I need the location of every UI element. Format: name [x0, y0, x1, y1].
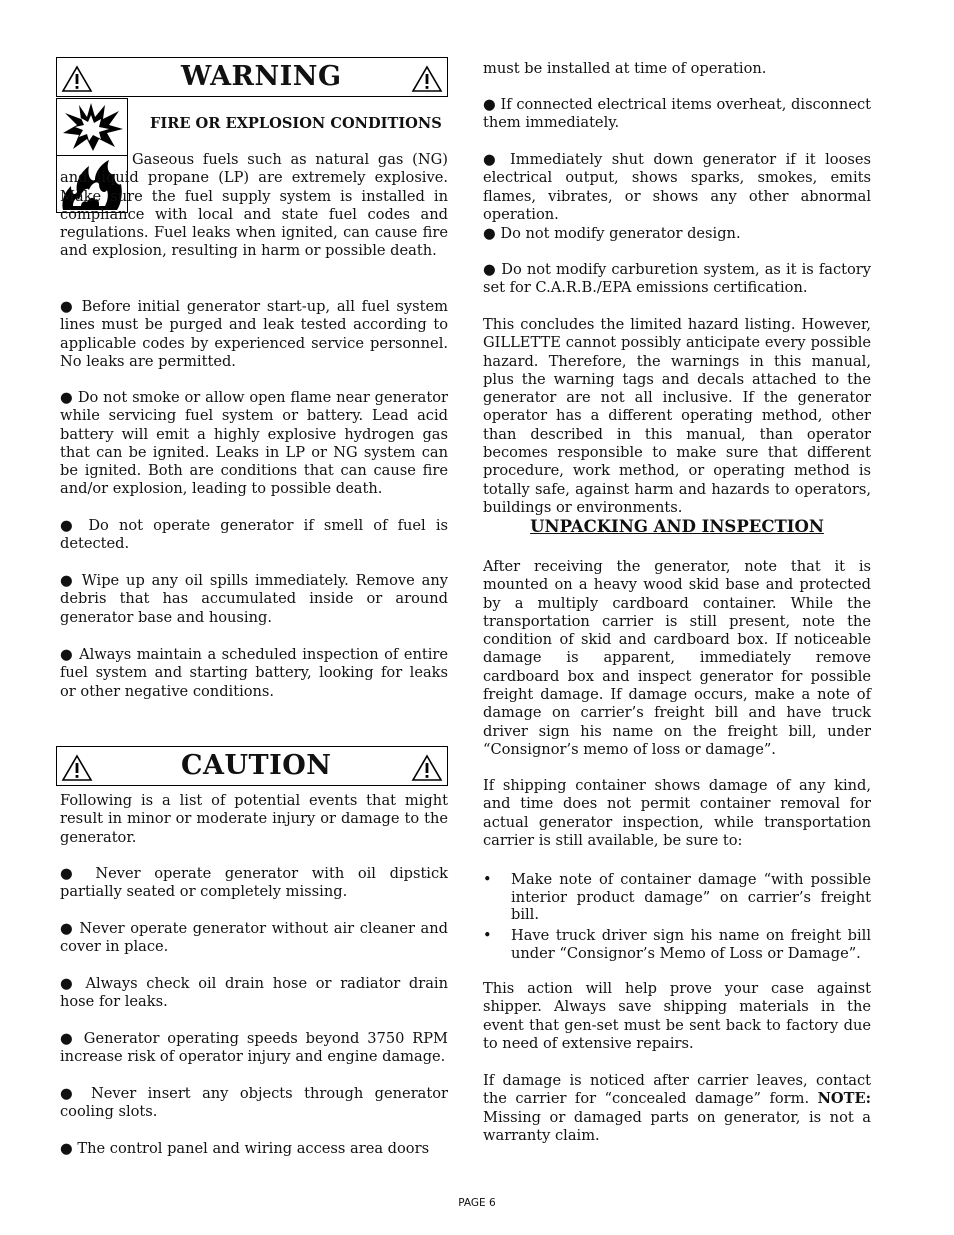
warning-bullet: ● Always maintain a scheduled inspection of entire fuel system and starting battery, looking for leaks or other negative conditions.: [60, 646, 448, 700]
page-number: PAGE 6: [458, 1197, 496, 1209]
list-item: [483, 927, 871, 962]
warning-intro-text: Gaseous fuels such as natural gas (NG) and liquid propane (LP) are extremely explosive. Make sure the fuel supply system is installed in compliance with local and state fuel codes and regulations. Fuel leaks when ignited, can cause fire and explosion, resulting in harm or possible death.: [60, 151, 448, 260]
warranty-text: Missing or damaged parts on generator, is not a warranty claim.: [483, 1108, 871, 1144]
unpacking-paragraph: [483, 1072, 871, 1145]
warning-triangle-icon: [61, 65, 93, 93]
continued-text: must be installed at time of operation.: [483, 60, 767, 77]
list-item-text: Make note of container damage “with possible interior product damage” on carrier’s freight bill.: [511, 871, 871, 923]
warning-bullet: ● Do not operate generator if smell of fuel is detected.: [60, 517, 448, 553]
explosion-icon: [56, 98, 128, 156]
warning-triangle-icon: [61, 754, 93, 782]
unpacking-paragraph: This action will help prove your case against shipper. Always save shipping materials in the event that gen-set must be sent back to factory due to need of extensive repairs.: [483, 980, 871, 1052]
caution-banner: [56, 746, 448, 786]
warning-triangle-icon: [411, 65, 443, 93]
hazard-bullet: ● Do not modify generator design.: [483, 225, 741, 242]
concealed-damage-text: If damage is noticed after carrier leaves, contact the carrier for “concealed damage” form.: [483, 1072, 871, 1108]
list-item-text: Have truck driver sign his name on freight bill under “Consignor’s Memo of Loss or Damage”.: [511, 927, 871, 962]
warning-banner: [56, 57, 448, 97]
caution-bullet: ● The control panel and wiring access area doors: [60, 1140, 430, 1157]
caution-bullet: ● Never operate generator with oil dipstick partially seated or completely missing.: [60, 865, 448, 901]
note-label: NOTE:: [817, 1090, 871, 1108]
hazard-bullet: ● If connected electrical items overheat, disconnect them immediately.: [483, 96, 871, 132]
section-heading: FIRE OR EXPLOSION CONDITIONS: [150, 115, 442, 132]
warning-triangle-icon: [411, 754, 443, 782]
list-item: [483, 871, 871, 924]
warning-intro: [60, 151, 448, 261]
caution-intro: Following is a list of potential events that might result in minor or moderate injury or damage to the generator.: [60, 792, 448, 846]
caution-bullet: ● Always check oil drain hose or radiator drain hose for leaks.: [60, 975, 448, 1011]
caution-bullet: ● Generator operating speeds beyond 3750 RPM increase risk of operator injury and engine damage.: [60, 1030, 448, 1066]
warning-bullet: ● Do not smoke or allow open flame near generator while servicing fuel system or battery. Lead acid battery will emit a highly explosive hydrogen gas that can be ignited. Leaks in LP or NG system can be ignited. Both are conditions that can cause fire and/or explosion, leading to possible death.: [60, 389, 448, 498]
unpacking-paragraph: If shipping container shows damage of any kind, and time does not permit container removal for actual generator inspection, while transportation carrier is still available, be sure to:: [483, 777, 871, 849]
bullet-icon: •: [483, 871, 492, 888]
unpacking-paragraph: After receiving the generator, note that it is mounted on a heavy wood skid base and protected by a multiply cardboard container. While the transportation carrier is still present, note the condition of skid and cardboard box. If noticeable damage is apparent, immediately remove cardboard box and inspect generator for possible freight damage. If damage occurs, make a note of damage on carrier’s freight bill and have truck driver sign his name on the freight bill, under “Consignor’s memo of loss or damage”.: [483, 558, 871, 758]
warning-bullet: ● Wipe up any oil spills immediately. Remove any debris that has accumulated inside or around generator base and housing.: [60, 572, 448, 626]
bullet-icon: •: [483, 927, 492, 944]
hazard-bullet: ● Immediately shut down generator if it looses electrical output, shows sparks, smokes, emits flames, vibrates, or shows any other abnormal operation.: [483, 151, 871, 223]
warning-bullet: ● Before initial generator start-up, all fuel system lines must be purged and leak tested according to applicable codes by experienced service personnel. No leaks are permitted.: [60, 298, 448, 370]
caution-title: CAUTION: [181, 750, 332, 781]
hazard-bullet: ● Do not modify carburetion system, as it is factory set for C.A.R.B./EPA emissions certification.: [483, 261, 871, 297]
conclusion-paragraph: This concludes the limited hazard listing. However, GILLETTE cannot possibly anticipate every possible hazard. Therefore, the warnings in this manual, plus the warning tags and decals attached to the generator are not all inclusive. If the generator operator has a different operating method, other than described in this manual, than operator becomes responsible to make sure that different procedure, work method, or operating method is totally safe, against harm and hazards to operators, buildings or environments.: [483, 316, 871, 516]
caution-bullet: ● Never insert any objects through generator cooling slots.: [60, 1085, 448, 1121]
caution-bullet: ● Never operate generator without air cleaner and cover in place.: [60, 920, 448, 956]
unpacking-heading: UNPACKING AND INSPECTION: [530, 517, 824, 536]
warning-title: WARNING: [181, 61, 342, 92]
